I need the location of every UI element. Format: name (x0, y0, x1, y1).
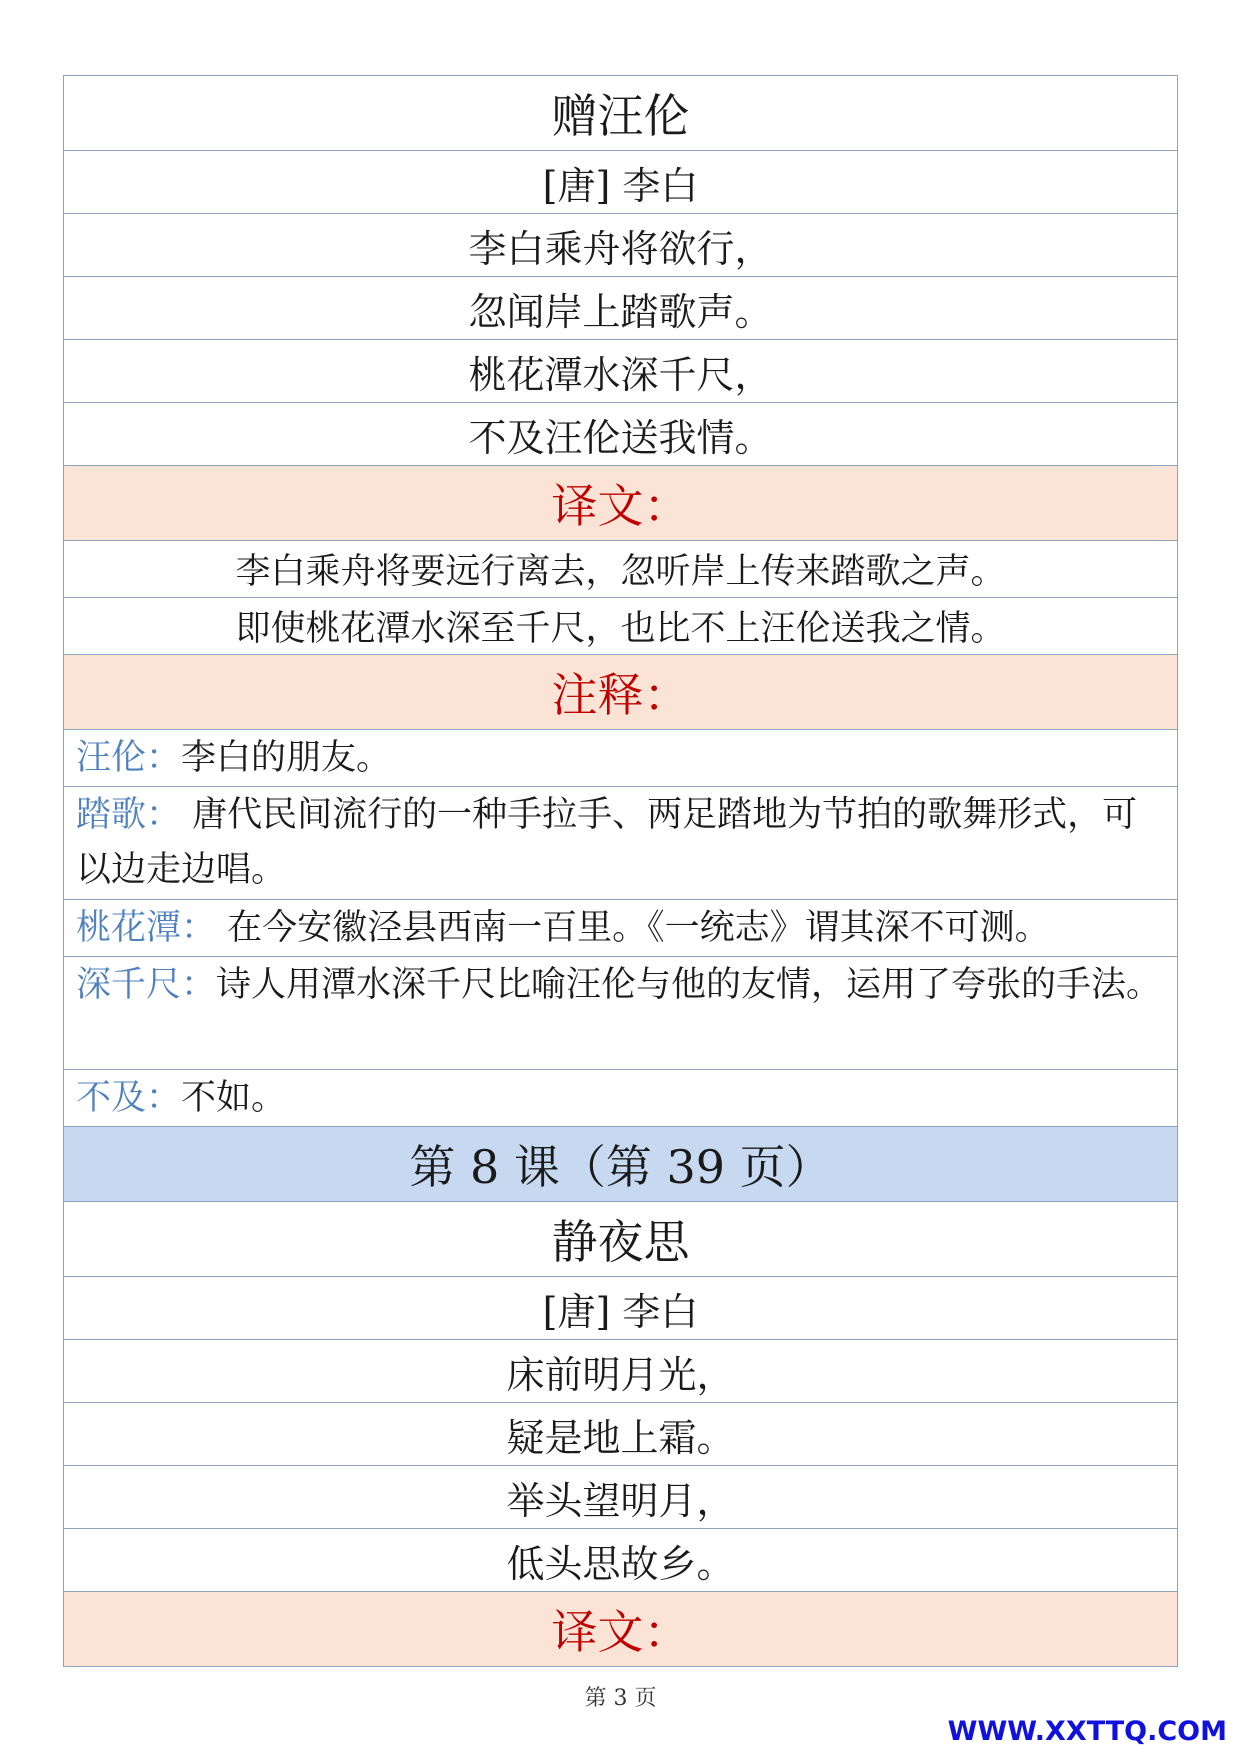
translation-line: 即使桃花潭水深至千尺，也比不上汪伦送我之情。 (64, 598, 1177, 655)
poem-line: 李白乘舟将欲行， (64, 214, 1177, 277)
page-number: 第 3 页 (584, 1686, 657, 1711)
note-term: 踏歌： (76, 795, 182, 835)
note-content (76, 958, 1161, 1013)
note-text: 不如。 (181, 1077, 287, 1118)
note-row (64, 730, 1177, 787)
poem-table (63, 75, 1178, 1667)
note-row (64, 900, 1177, 957)
note-term: 不及： (76, 1077, 182, 1118)
note-text: 诗人用潭水深千尺比喻汪伦与他的友情，运用了夸张的手法。 (216, 965, 1162, 1005)
poem-line: 疑是地上霜。 (64, 1403, 1177, 1466)
translation-line: 李白乘舟将要远行离去，忽听岸上传来踏歌之声。 (64, 541, 1177, 598)
note-content (76, 901, 1050, 956)
note-row (64, 1070, 1177, 1127)
note-row (64, 957, 1177, 1070)
poem-line: 床前明月光， (64, 1340, 1177, 1403)
watermark: WWW.XXTTQ.COM (947, 1716, 1227, 1747)
translation-heading: 译文： (64, 1592, 1177, 1667)
poem-title: 静夜思 (64, 1202, 1177, 1277)
poem-line: 举头望明月， (64, 1466, 1177, 1529)
note-text: 李白的朋友。 (181, 737, 392, 778)
note-text: 在今安徽泾县西南一百里。《一统志》谓其深不可测。 (216, 907, 1050, 948)
poem-title: 赠汪伦 (64, 76, 1177, 151)
translation-heading: 译文： (64, 466, 1177, 541)
poem-line: 桃花潭水深千尺， (64, 340, 1177, 403)
poem-line: 不及汪伦送我情。 (64, 403, 1177, 466)
note-term: 汪伦： (76, 737, 182, 778)
lesson-header: 第 8 课（第 39 页） (64, 1127, 1177, 1202)
note-text: 唐代民间流行的一种手拉手、两足踏地为节拍的歌舞形式，可以边走边唱。 (76, 795, 1138, 890)
poem-author: [唐] 李白 (64, 1277, 1177, 1340)
note-term: 深千尺： (76, 965, 217, 1005)
note-content (76, 1071, 286, 1126)
note-term: 桃花潭： (76, 907, 217, 948)
poem-author: [唐] 李白 (64, 151, 1177, 214)
poem-line: 低头思故乡。 (64, 1529, 1177, 1592)
note-content (76, 731, 391, 786)
note-content (76, 788, 1165, 898)
poem-line: 忽闻岸上踏歌声。 (64, 277, 1177, 340)
notes-heading: 注释： (64, 655, 1177, 730)
note-row (64, 787, 1177, 900)
